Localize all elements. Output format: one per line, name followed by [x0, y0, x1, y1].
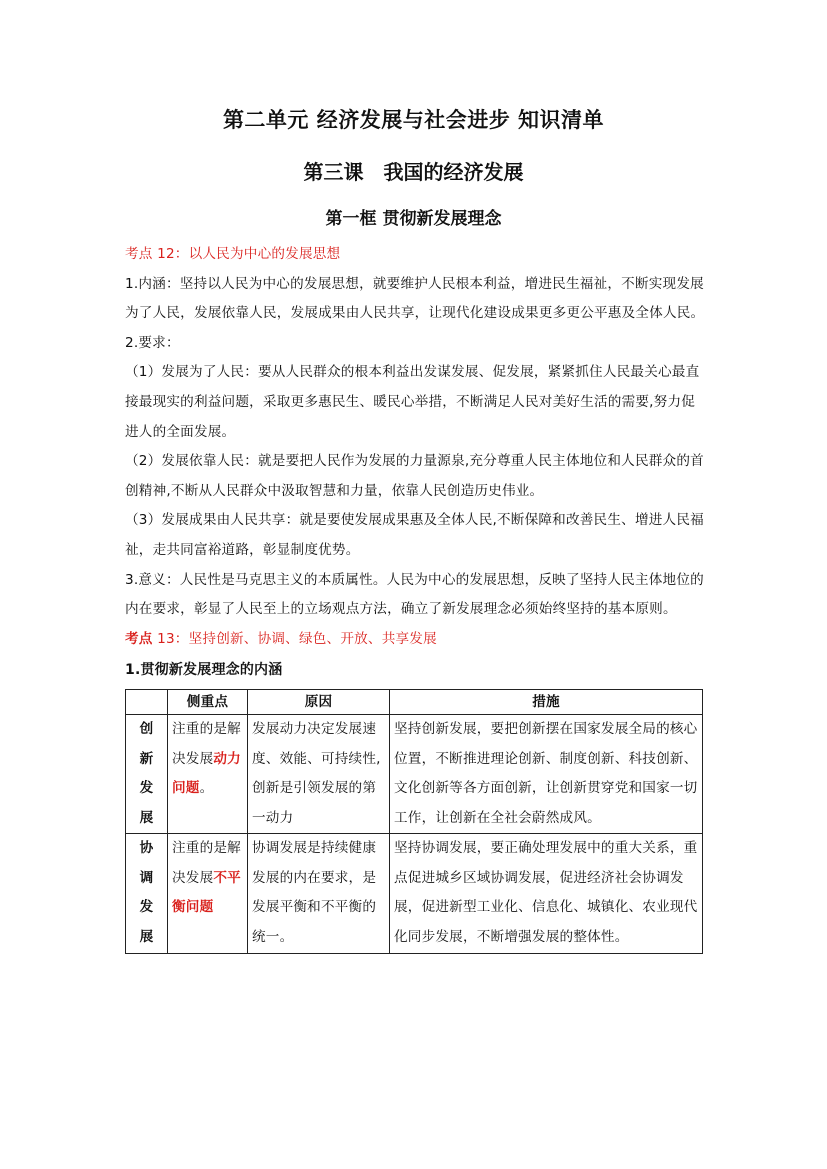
- reason-cell: 协调发展是持续健康发展的内在要求，是发展平衡和不平衡的统一。: [248, 834, 390, 953]
- topic-char: 调: [139, 869, 154, 886]
- focus-cell: [168, 714, 248, 833]
- kp13-heading-prefix: 考点: [125, 630, 153, 647]
- measures-cell: 坚持创新发展，要把创新摆在国家发展全局的核心位置，不断推进理论创新、制度创新、科技创新、文化创新等各方面创新，让创新贯穿党和国家一切工作，让创新在全社会蔚然成风。: [390, 714, 703, 833]
- focus-prefix: 注重的是解决发展: [172, 720, 241, 767]
- unit-title: 第二单元 经济发展与社会进步 知识清单: [222, 107, 605, 132]
- focus-suffix: 。: [199, 780, 214, 797]
- focus-key: 不平衡问题: [172, 869, 241, 916]
- kp12-requirements-label: 2.要求：: [125, 334, 180, 351]
- lesson-title: 第三课 我国的经济发展: [303, 160, 524, 184]
- focus-prefix: 注重的是解决发展: [172, 840, 241, 886]
- topic-char: 发: [139, 899, 154, 916]
- table-row-coordination: [126, 834, 703, 953]
- table-row-innovation: [126, 714, 703, 833]
- document-body: [125, 240, 705, 954]
- table-header-reason: 原因: [248, 689, 390, 714]
- table-header-row: [126, 689, 703, 714]
- topic-char: 展: [139, 929, 154, 946]
- table-header-focus: 侧重点: [168, 689, 248, 714]
- focus-cell: [168, 834, 248, 953]
- kp13-heading: [125, 625, 705, 655]
- topic-cell: [126, 714, 168, 833]
- topic-cell: [126, 834, 168, 953]
- topic-char: 创: [139, 720, 154, 737]
- topic-char: 展: [139, 809, 154, 826]
- topic-char: 协: [139, 840, 154, 857]
- kp12-connotation: 1.内涵：坚持以人民为中心的发展思想，就要维护人民根本利益，增进民生福祉，不断实现发展为了人民，发展依靠人民，发展成果由人民共享，让现代化建设成果更多更公平惠及全体人民。: [125, 275, 705, 322]
- table-header-topic: [126, 689, 168, 714]
- new-development-concept-table: [125, 689, 703, 954]
- focus-key: 动力问题: [172, 750, 241, 797]
- topic-char: 发: [139, 780, 154, 797]
- kp12-heading: 考点 12：以人民为中心的发展思想: [125, 246, 341, 262]
- kp12-requirement-3: （3）发展成果由人民共享：就是要使发展成果惠及全体人民,不断保障和改善民生、增进人民福祉，走共同富裕道路，彰显制度优势。: [125, 512, 704, 558]
- kp13-heading-rest: 13：坚持创新、协调、绿色、开放、共享发展: [152, 630, 437, 647]
- kp12-requirement-1: （1）发展为了人民：要从人民群众的根本利益出发谋发展、促发展，紧紧抓住人民最关心最直接最现实的利益问题，采取更多惠民生、暖民心举措，不断满足人民对美好生活的需要,努力促进人的全面发展。: [125, 364, 700, 440]
- reason-cell: 发展动力决定发展速度、效能、可持续性,创新是引领发展的第一动力: [248, 714, 390, 833]
- topic-char: 新: [139, 750, 154, 767]
- kp12-requirement-2: （2）发展依靠人民：就是要把人民作为发展的力量源泉,充分尊重人民主体地位和人民群众的首创精神,不断从人民群众中汲取智慧和力量，依靠人民创造历史伟业。: [125, 453, 704, 499]
- kp12-significance: 3.意义：人民性是马克思主义的本质属性。人民为中心的发展思想，反映了坚持人民主体地位的内在要求，彰显了人民至上的立场观点方法，确立了新发展理念必须始终坚持的基本原则。: [125, 571, 704, 618]
- frame-title: 第一框 贯彻新发展理念: [325, 209, 502, 229]
- table-header-measures: 措施: [390, 689, 703, 714]
- measures-cell: 坚持协调发展，要正确处理发展中的重大关系，重点促进城乡区域协调发展，促进经济社会协调发展，促进新型工业化、信息化、城镇化、农业现代化同步发展，不断增强发展的整体性。: [390, 834, 703, 953]
- kp13-subheading: 1.贯彻新发展理念的内涵: [125, 662, 283, 679]
